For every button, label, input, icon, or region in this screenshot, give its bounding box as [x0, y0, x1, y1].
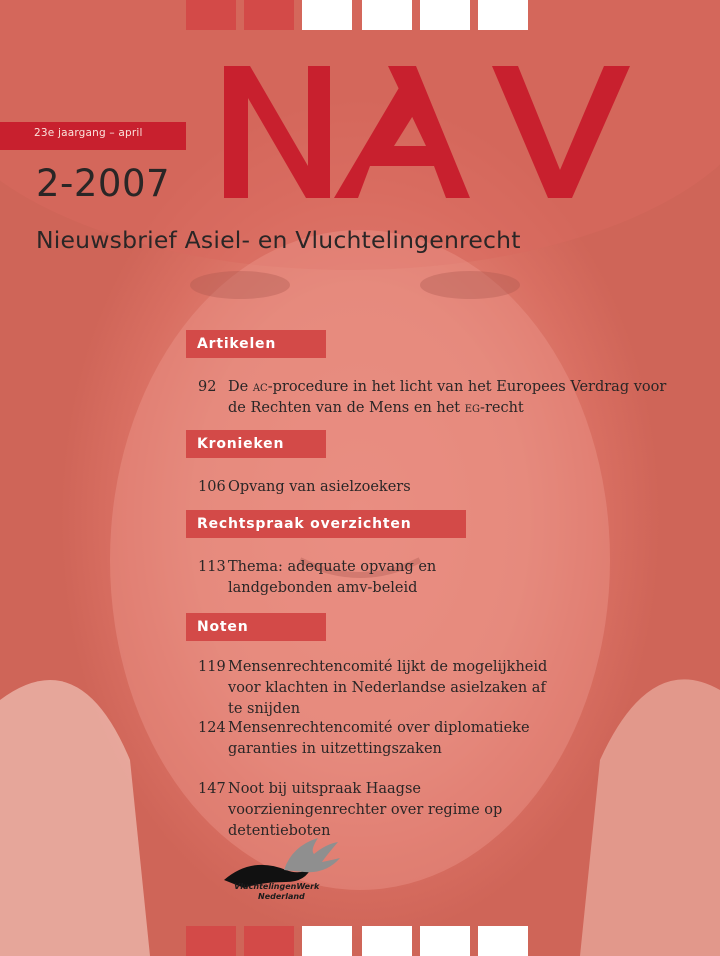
page-number: 119 [198, 659, 226, 675]
square-block [302, 0, 352, 30]
square-block [186, 926, 236, 956]
entry-title: Mensenrechtencomité lijkt de mogelijkheid voor klachten in Nederlandse asielzaken af te snijden [228, 659, 548, 717]
toc-entry[interactable] [198, 779, 698, 839]
square-block [420, 0, 470, 30]
square-block [478, 0, 528, 30]
issue-number: 2-2007 [36, 162, 171, 205]
page-number: 106 [198, 479, 226, 495]
year-label: 23e jaargang – april [34, 127, 143, 139]
square-block [362, 0, 412, 30]
square-block [244, 926, 294, 956]
entry-title: Opvang van asielzoekers [228, 479, 411, 495]
nav-logo [220, 66, 668, 198]
bottom-square-strip [186, 926, 546, 956]
page-number: 113 [198, 559, 226, 575]
newsletter-subtitle: Nieuwsbrief Asiel- en Vluchtelingenrecht [36, 226, 521, 254]
section-rechtspraak-overzichten: Rechtspraak overzichten [186, 510, 466, 538]
page-number: 92 [198, 379, 217, 395]
square-block [244, 0, 294, 30]
toc-entry[interactable] [198, 718, 698, 762]
organisation-name: VluchtelingenWerk Nederland [234, 882, 320, 901]
toc-entry[interactable] [198, 377, 698, 421]
square-block [362, 926, 412, 956]
square-block [420, 926, 470, 956]
page-number: 147 [198, 781, 226, 797]
top-square-strip [186, 0, 546, 30]
section-kronieken: Kronieken [186, 430, 326, 458]
toc-entry[interactable] [198, 557, 698, 601]
square-block [478, 926, 528, 956]
entry-title: De ac-procedure in het licht van het Europees Verdrag voor de Rechten van de Mens en het eg-recht [228, 379, 667, 416]
square-block [186, 0, 236, 30]
entry-title: Noot bij uitspraak Haagse voorzieningenrechter over regime op detentieboten [228, 781, 503, 839]
section-noten: Noten [186, 613, 326, 641]
entry-title: Thema: adequate opvang en landgebonden amv-beleid [228, 559, 437, 596]
square-block [302, 926, 352, 956]
toc-entry[interactable] [198, 657, 698, 717]
section-artikelen: Artikelen [186, 330, 326, 358]
page-number: 124 [198, 720, 226, 736]
entry-title: Mensenrechtencomité over diplomatieke garanties in uitzettingszaken [228, 720, 530, 757]
toc-entry[interactable] [198, 477, 698, 499]
